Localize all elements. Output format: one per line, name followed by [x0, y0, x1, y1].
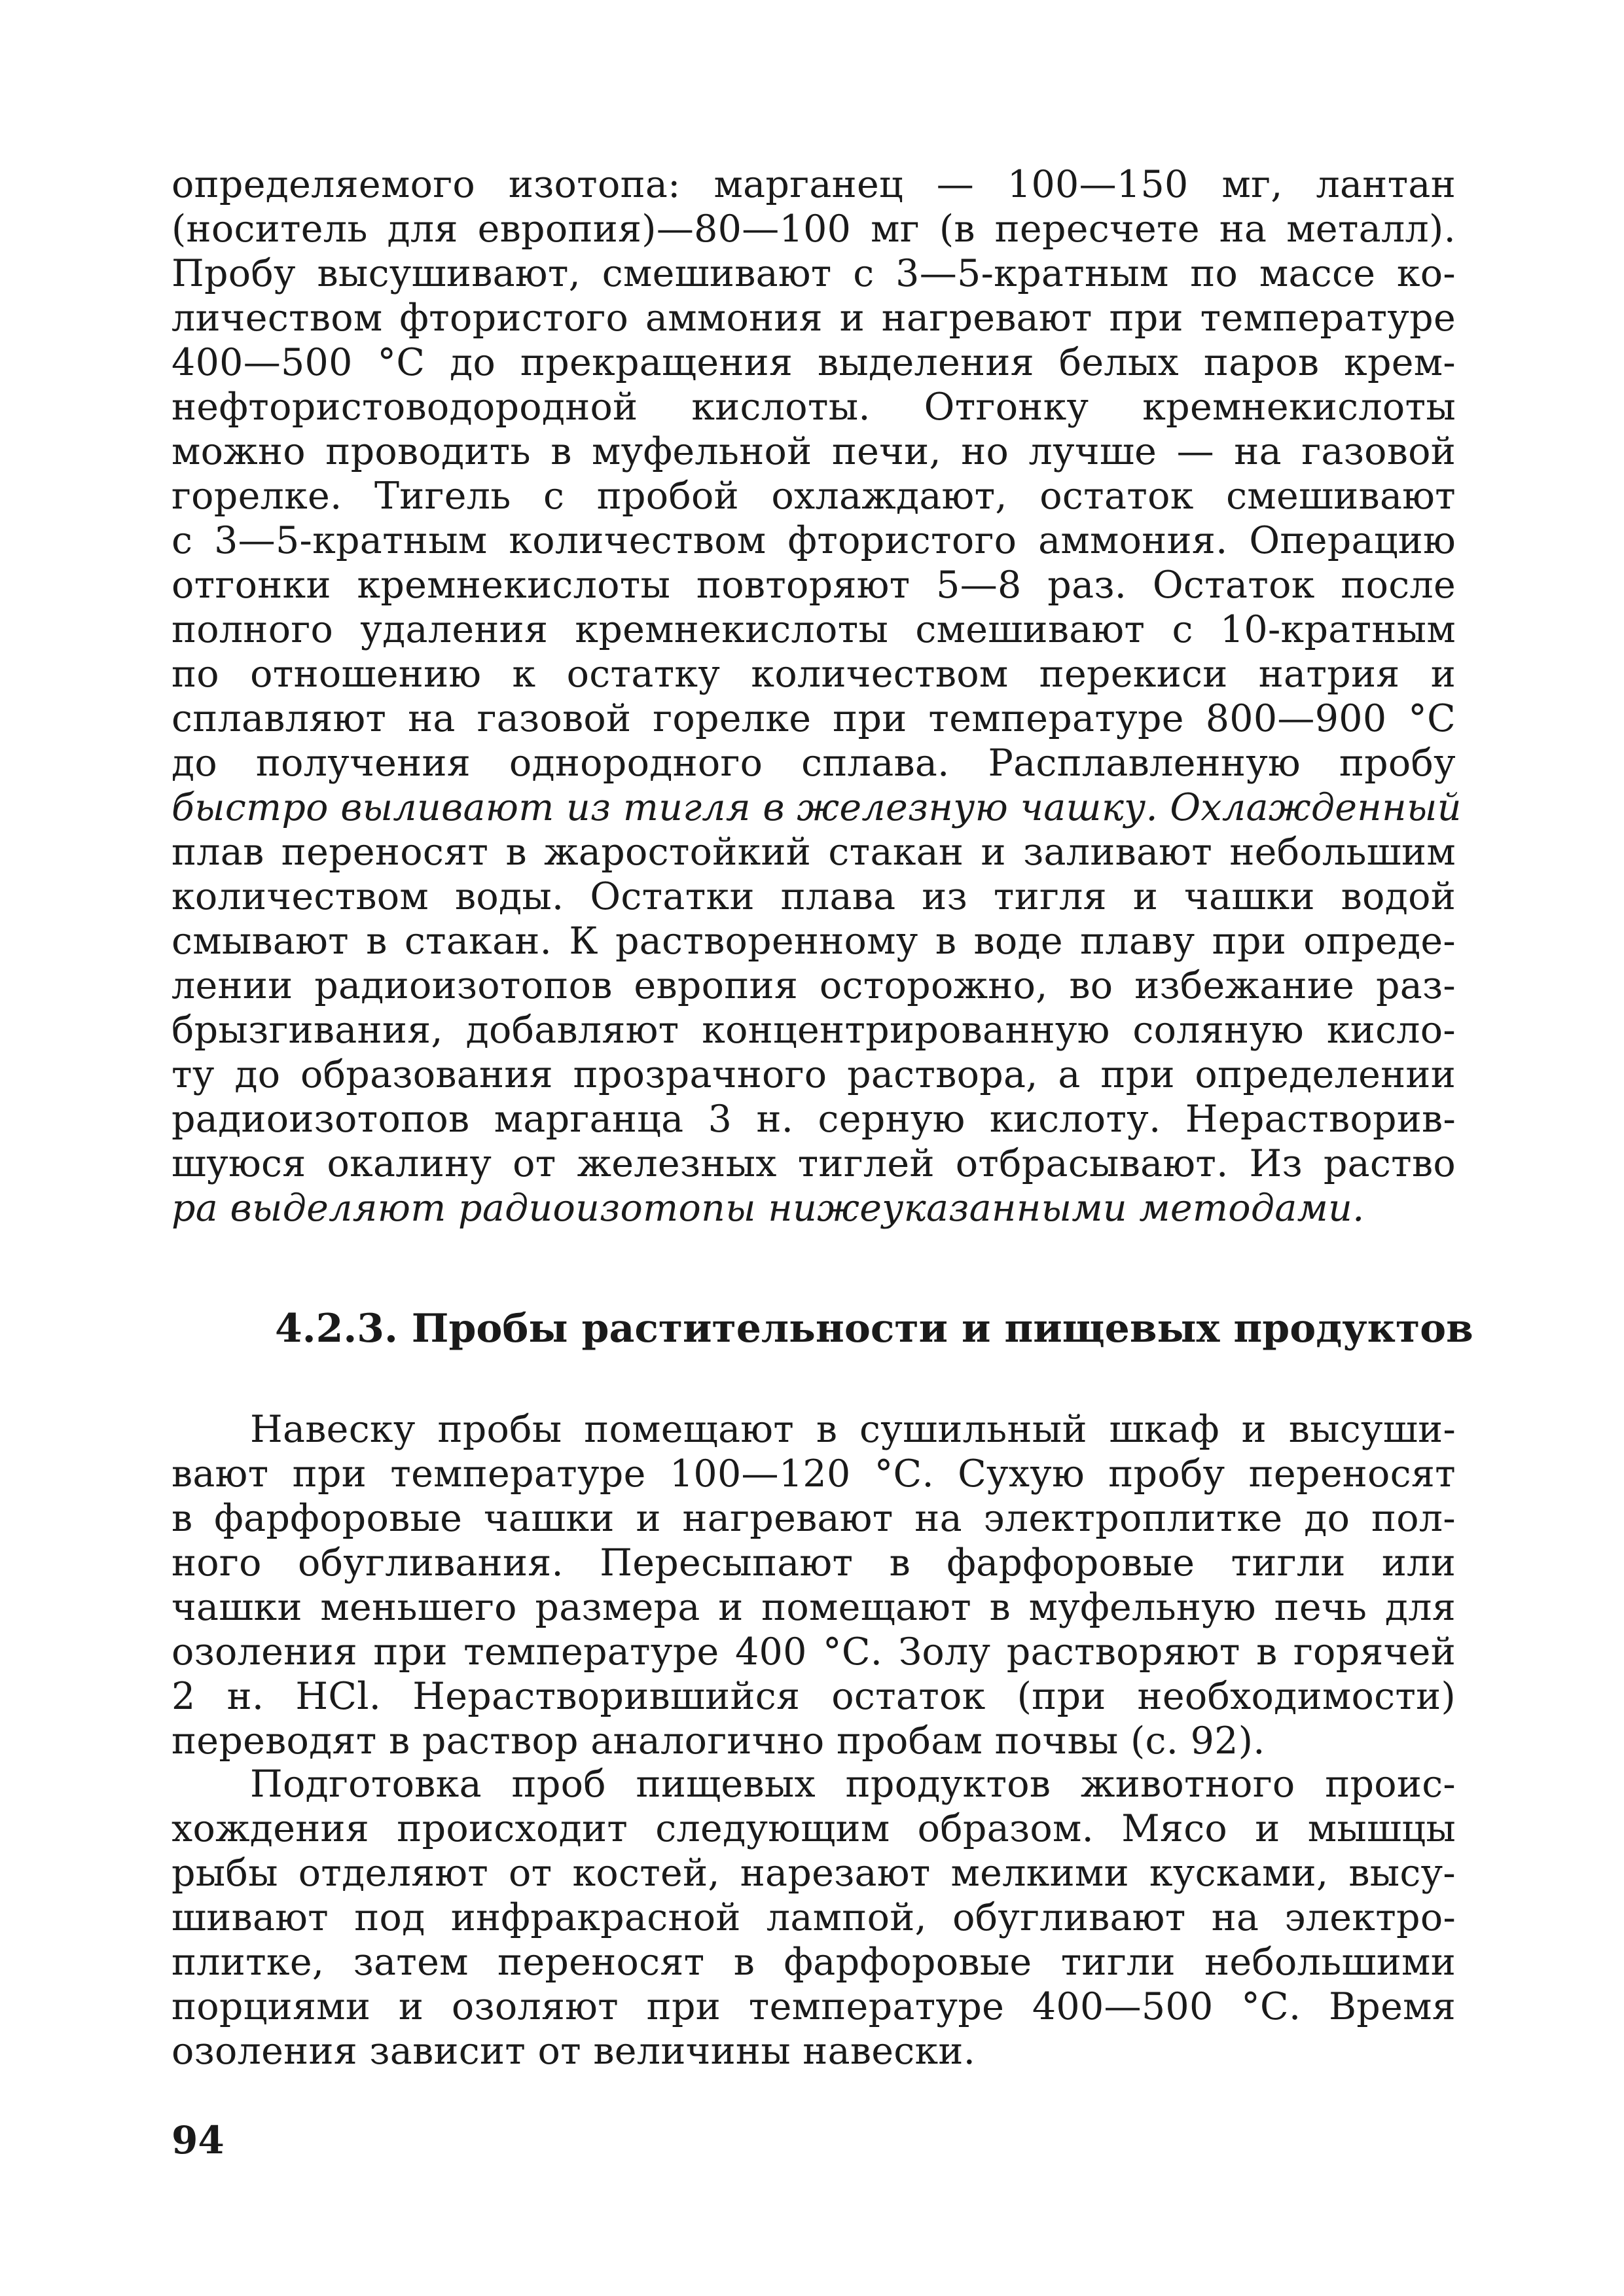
text-line: 2 н. HCl. Нерастворившийся остаток (при необходимости) — [171, 1675, 1456, 1718]
text-line: определяемого изотопа: марганец — 100—150 мг, лантан — [171, 163, 1456, 206]
text-line: с 3—5-кратным количеством фтористого аммония. Операцию — [171, 519, 1456, 562]
text-line: озоления зависит от величины навески. — [171, 2030, 976, 2073]
section-heading: 4.2.3. Пробы растительности и пищевых продуктов — [275, 1306, 1473, 1352]
text-line: переводят в раствор аналогично пробам почвы (с. 92). — [171, 1719, 1265, 1763]
text-line: озоления при температуре 400 °С. Золу растворяют в горячей — [171, 1630, 1456, 1674]
text-line: Подготовка проб пищевых продуктов животного проис- — [250, 1763, 1456, 1806]
paragraph-1 — [171, 162, 1462, 1230]
text-line: чашки меньшего размера и помещают в муфельную печь для — [171, 1586, 1456, 1629]
text-line: количеством воды. Остатки плава из тигля и чашки водой — [171, 875, 1456, 918]
text-line: плитке, затем переносят в фарфоровые тигли небольшими — [171, 1941, 1456, 1984]
text-line: лении радиоизотопов европия осторожно, во избежание раз- — [171, 964, 1456, 1007]
text-line: быстро выливают из тигля в железную чашку. Охлажденный — [171, 786, 1462, 829]
text-line: до получения однородного сплава. Расплавленную пробу — [171, 742, 1456, 785]
page-number: 94 — [171, 2118, 225, 2162]
text-line: (носитель для европия)—80—100 мг (в пересчете на металл). — [171, 207, 1456, 251]
text-line: нефтористоводородной кислоты. Отгонку кремнекислоты — [171, 386, 1456, 429]
text-line: ного обугливания. Пересыпают в фарфоровые тигли или — [171, 1541, 1456, 1585]
text-line: личеством фтористого аммония и нагревают при температуре — [171, 296, 1456, 340]
text-line: вают при температуре 100—120 °С. Сухую пробу переносят — [171, 1452, 1456, 1496]
paragraph-3 — [171, 1762, 1456, 2073]
text-line: горелке. Тигель с пробой охлаждают, остаток смешивают — [171, 475, 1456, 518]
text-line: 400—500 °С до прекращения выделения белых паров крем- — [171, 341, 1456, 384]
text-line: рыбы отделяют от костей, нарезают мелкими кусками, высу- — [171, 1852, 1456, 1895]
text-line: отгонки кремнекислоты повторяют 5—8 раз. Остаток после — [171, 564, 1456, 607]
text-line: ту до образования прозрачного раствора, а при определении — [171, 1053, 1456, 1096]
text-line: брызгивания, добавляют концентрированную соляную кисло- — [171, 1009, 1456, 1052]
text-line: по отношению к остатку количеством перекиси натрия и — [171, 653, 1456, 696]
text-line: сплавляют на газовой горелке при температуре 800—900 °С — [171, 697, 1456, 740]
text-line: Пробу высушивают, смешивают с 3—5-кратным по массе ко- — [171, 252, 1456, 295]
text-line: смывают в стакан. К растворенному в воде плаву при опреде- — [171, 920, 1456, 963]
text-line: шуюся окалину от железных тиглей отбрасывают. Из раство — [171, 1142, 1456, 1185]
text-line: хождения происходит следующим образом. Мясо и мышцы — [171, 1807, 1456, 1850]
paragraph-2 — [171, 1407, 1456, 1763]
text-line: порциями и озоляют при температуре 400—500 °С. Время — [171, 1985, 1456, 2028]
text-line: плав переносят в жаростойкий стакан и заливают небольшим — [171, 831, 1456, 874]
text-line: радиоизотопов марганца 3 н. серную кислоту. Нерастворив- — [171, 1098, 1456, 1141]
text-line: полного удаления кремнекислоты смешивают с 10-кратным — [171, 608, 1456, 651]
text-line: Навеску пробы помещают в сушильный шкаф и высуши- — [250, 1408, 1456, 1451]
text-line: ра выделяют радиоизотопы нижеуказанными методами. — [171, 1187, 1365, 1230]
text-line: в фарфоровые чашки и нагревают на электроплитке до пол- — [171, 1497, 1456, 1540]
text-line: шивают под инфракрасной лампой, обугливают на электро- — [171, 1896, 1456, 1939]
text-line: можно проводить в муфельной печи, но лучше — на газовой — [171, 430, 1456, 473]
